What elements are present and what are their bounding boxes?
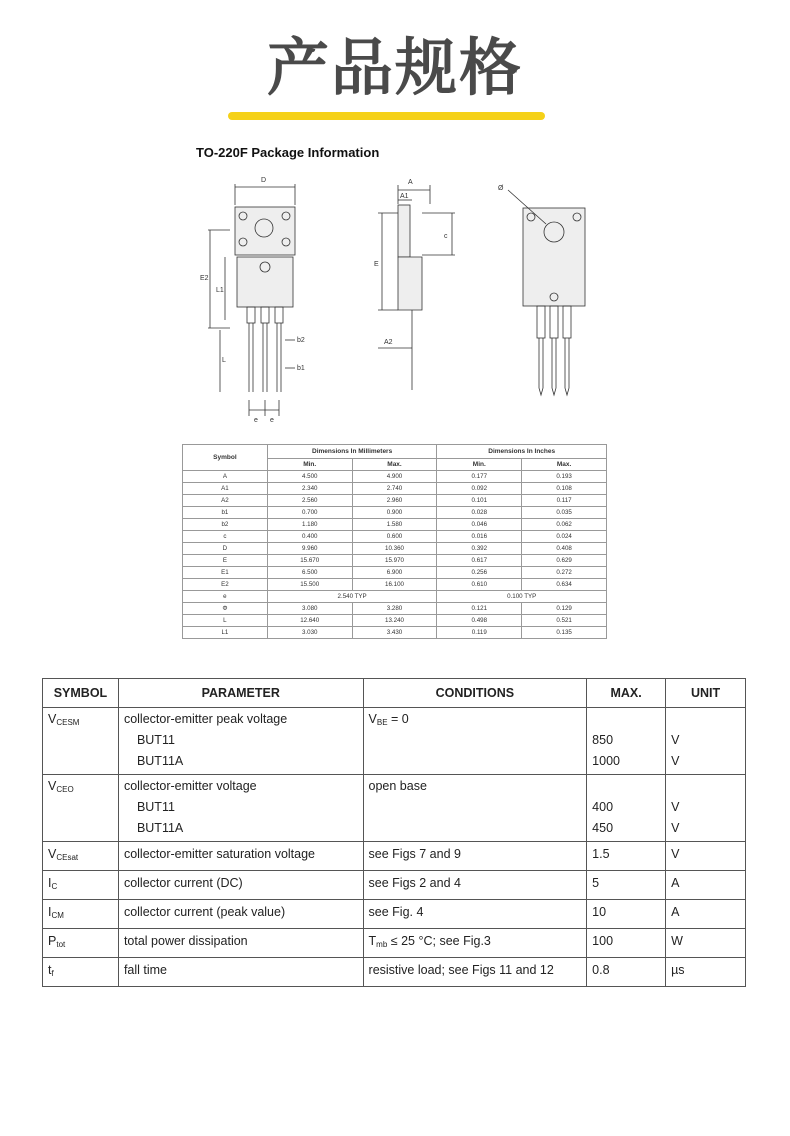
symbol-cell: $V_{CEsat}$ [43, 842, 119, 871]
unit-cell: V V [666, 775, 746, 842]
front-view [208, 184, 295, 416]
parameter-cell: fall time [118, 958, 363, 987]
symbol-cell: $I_C$ [43, 871, 119, 900]
dims-cell: L [183, 615, 268, 627]
dims-cell: b1 [183, 507, 268, 519]
conditions-cell: resistive load; see Figs 11 and 12 [363, 958, 587, 987]
dim-label-e-2: e [270, 417, 274, 424]
dims-sub-min-mm: Min. [267, 459, 352, 471]
dims-cell: 0.600 [352, 531, 437, 543]
dim-label-c: c [444, 233, 448, 240]
dims-cell: L1 [183, 627, 268, 639]
table-row [43, 775, 746, 842]
dims-row [183, 519, 607, 531]
dims-cell: 0.016 [437, 531, 522, 543]
dims-cell: 4.900 [352, 471, 437, 483]
dims-cell: 0.700 [267, 507, 352, 519]
dims-cell: 0.092 [437, 483, 522, 495]
dims-cell: 16.100 [352, 579, 437, 591]
dims-cell: 0.024 [522, 531, 607, 543]
conditions-cell: open base [363, 775, 587, 842]
dims-cell: 3.080 [267, 603, 352, 615]
dims-cell: 13.240 [352, 615, 437, 627]
conditions-cell: $T_{mb} \le 25$ °C; see Fig.3 [363, 929, 587, 958]
table-row [43, 900, 746, 929]
dims-cell: 15.500 [267, 579, 352, 591]
dim-label-l1: L1 [216, 287, 224, 294]
dims-cell: 1.180 [267, 519, 352, 531]
dims-cell: 15.970 [352, 555, 437, 567]
dims-cell: 0.100 TYP [437, 591, 607, 603]
spec-header-conditions: CONDITIONS [363, 679, 587, 708]
max-cell: 5 [587, 871, 666, 900]
dims-cell: 0.629 [522, 555, 607, 567]
unit-cell: V V [666, 708, 746, 775]
dims-cell: 0.121 [437, 603, 522, 615]
dims-cell: 0.129 [522, 603, 607, 615]
symbol-cell: $t_f$ [43, 958, 119, 987]
dims-row [183, 627, 607, 639]
max-cell: 400 450 [587, 775, 666, 842]
spec-table [42, 678, 746, 987]
max-cell: 0.8 [587, 958, 666, 987]
dim-label-phi: Ø [498, 185, 504, 192]
unit-cell: V [666, 842, 746, 871]
dims-cell: 0.400 [267, 531, 352, 543]
dim-label-e2: E2 [200, 275, 209, 282]
dims-cell: 2.740 [352, 483, 437, 495]
dims-cell: 0.900 [352, 507, 437, 519]
symbol-cell: $V_{CESM}$ [43, 708, 119, 775]
dims-cell: 0.610 [437, 579, 522, 591]
dims-cell: 15.670 [267, 555, 352, 567]
dims-row [183, 603, 607, 615]
dims-cell: 0.135 [522, 627, 607, 639]
table-row [43, 871, 746, 900]
max-cell: 1.5 [587, 842, 666, 871]
dims-row [183, 531, 607, 543]
dims-cell: 0.408 [522, 543, 607, 555]
dims-cell: 0.108 [522, 483, 607, 495]
dims-cell: 0.634 [522, 579, 607, 591]
dims-cell: 3.430 [352, 627, 437, 639]
dims-cell: 0.035 [522, 507, 607, 519]
dims-cell: 2.560 [267, 495, 352, 507]
back-view [508, 190, 585, 395]
dims-cell: 0.256 [437, 567, 522, 579]
side-view [378, 185, 455, 390]
dim-label-b1: b1 [297, 365, 305, 372]
conditions-cell: see Figs 7 and 9 [363, 842, 587, 871]
symbol-cell: $I_{CM}$ [43, 900, 119, 929]
dims-cell: c [183, 531, 268, 543]
title-underline-bar [228, 112, 545, 120]
conditions-cell: $V_{BE} = 0$ [363, 708, 587, 775]
spec-header-symbol: SYMBOL [43, 679, 119, 708]
spec-header-parameter: PARAMETER [118, 679, 363, 708]
conditions-cell: see Fig. 4 [363, 900, 587, 929]
parameter-cell: collector current (peak value) [118, 900, 363, 929]
dims-cell: e [183, 591, 268, 603]
dimensions-table [182, 444, 607, 639]
dims-cell: 6.500 [267, 567, 352, 579]
dims-cell: E2 [183, 579, 268, 591]
dims-cell: 3.280 [352, 603, 437, 615]
unit-cell: A [666, 900, 746, 929]
dims-cell: b2 [183, 519, 268, 531]
dims-sub-max-mm: Max. [352, 459, 437, 471]
max-cell: 850 1000 [587, 708, 666, 775]
parameter-cell: collector-emitter saturation voltage [118, 842, 363, 871]
max-cell: 10 [587, 900, 666, 929]
dim-label-e-1: e [254, 417, 258, 424]
dims-row [183, 615, 607, 627]
dims-row [183, 483, 607, 495]
page-title: 产品规格 [266, 31, 523, 104]
dims-row [183, 495, 607, 507]
dims-cell: 0.177 [437, 471, 522, 483]
dims-header-in: Dimensions In Inches [437, 445, 607, 459]
dims-cell: 3.030 [267, 627, 352, 639]
dim-label-a: A [408, 179, 413, 186]
parameter-cell: collector-emitter peak voltage BUT11 BUT11A [118, 708, 363, 775]
dims-cell: 0.028 [437, 507, 522, 519]
dims-cell: 0.119 [437, 627, 522, 639]
dim-label-l: L [222, 357, 226, 364]
dim-label-a2: A2 [384, 339, 393, 346]
parameter-cell: collector-emitter voltage BUT11 BUT11A [118, 775, 363, 842]
dims-cell: A2 [183, 495, 268, 507]
dims-cell: 0.117 [522, 495, 607, 507]
package-drawing [190, 170, 610, 432]
dims-cell: 0.272 [522, 567, 607, 579]
dims-cell: 12.640 [267, 615, 352, 627]
dim-label-b2: b2 [297, 337, 305, 344]
dims-row [183, 471, 607, 483]
unit-cell: W [666, 929, 746, 958]
dims-header-mm: Dimensions In Millimeters [267, 445, 437, 459]
table-row [43, 842, 746, 871]
dims-row [183, 507, 607, 519]
dims-cell: A [183, 471, 268, 483]
parameter-cell: total power dissipation [118, 929, 363, 958]
dims-cell: 2.340 [267, 483, 352, 495]
dims-cell: 0.062 [522, 519, 607, 531]
dims-row [183, 555, 607, 567]
dims-cell: E [183, 555, 268, 567]
dims-cell: 0.101 [437, 495, 522, 507]
symbol-cell: $P_{tot}$ [43, 929, 119, 958]
dims-header-symbol: Symbol [183, 445, 268, 471]
max-cell: 100 [587, 929, 666, 958]
dims-cell: 0.193 [522, 471, 607, 483]
dims-sub-max-in: Max. [522, 459, 607, 471]
table-row [43, 958, 746, 987]
dims-cell: 1.580 [352, 519, 437, 531]
conditions-cell: see Figs 2 and 4 [363, 871, 587, 900]
dims-cell: 10.360 [352, 543, 437, 555]
dims-cell: 0.046 [437, 519, 522, 531]
dims-cell: E1 [183, 567, 268, 579]
dim-label-e: E [374, 261, 379, 268]
dims-cell: A1 [183, 483, 268, 495]
dims-cell: 4.500 [267, 471, 352, 483]
symbol-cell: $V_{CEO}$ [43, 775, 119, 842]
dims-cell: 9.960 [267, 543, 352, 555]
package-info-title: TO-220F Package Information [196, 145, 380, 160]
dims-cell: Φ [183, 603, 268, 615]
dims-sub-min-in: Min. [437, 459, 522, 471]
dims-cell: 0.617 [437, 555, 522, 567]
dims-row [183, 579, 607, 591]
dim-label-d: D [261, 177, 267, 184]
dims-row [183, 543, 607, 555]
unit-cell: A [666, 871, 746, 900]
dims-cell: 0.392 [437, 543, 522, 555]
unit-cell: µs [666, 958, 746, 987]
table-row [43, 929, 746, 958]
dims-cell: 0.498 [437, 615, 522, 627]
spec-header-unit: UNIT [666, 679, 746, 708]
spec-header-max: MAX. [587, 679, 666, 708]
dims-cell: 6.900 [352, 567, 437, 579]
dims-row [183, 567, 607, 579]
dims-cell: D [183, 543, 268, 555]
parameter-cell: collector current (DC) [118, 871, 363, 900]
table-row [43, 708, 746, 775]
dims-cell: 2.540 TYP [267, 591, 437, 603]
dim-label-a1: A1 [400, 193, 409, 200]
dims-cell: 2.960 [352, 495, 437, 507]
dims-cell: 0.521 [522, 615, 607, 627]
